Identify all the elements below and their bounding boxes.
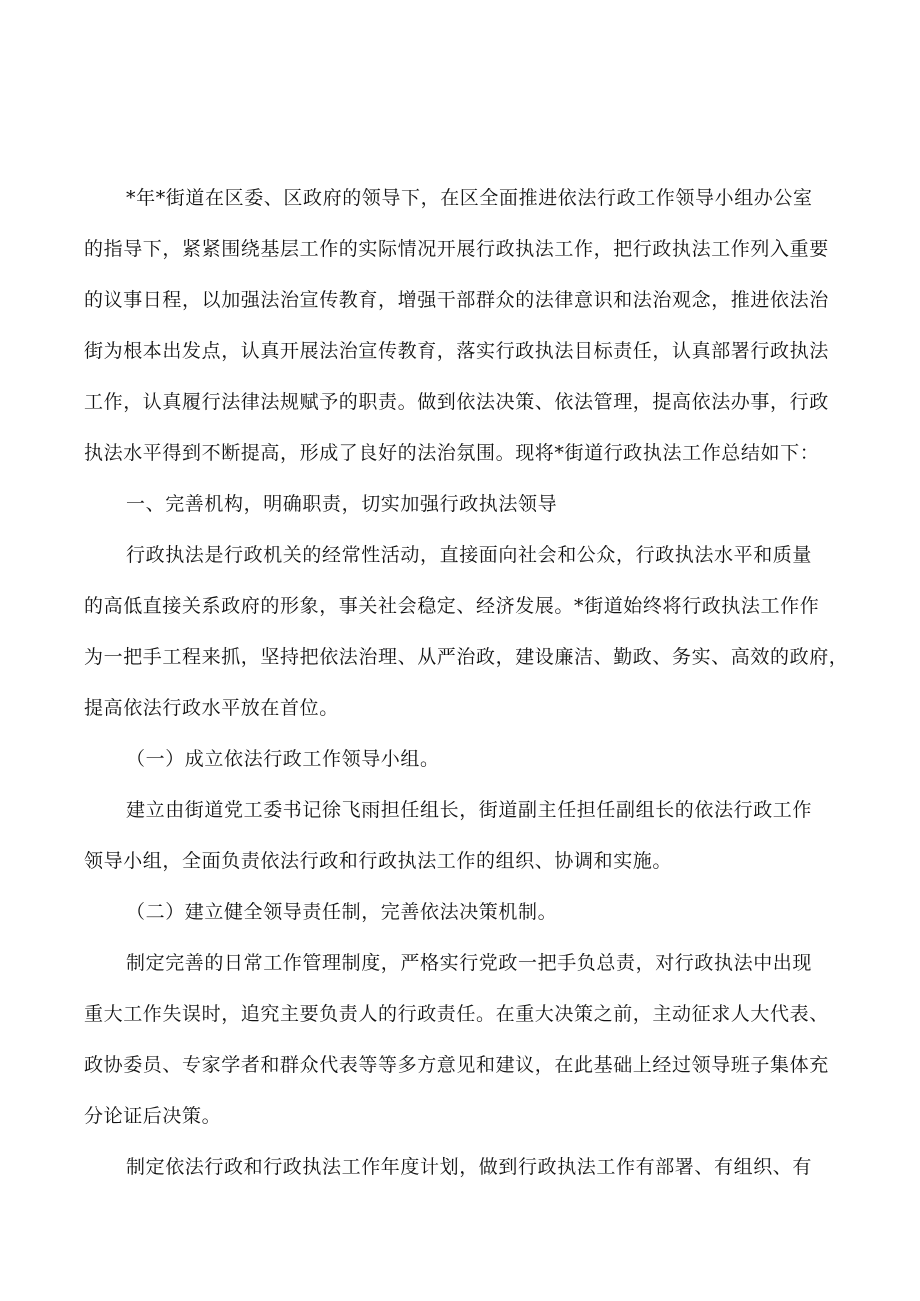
body-line: 工作，认真履行法律法规赋予的职责。做到依法决策、依法管理，提高依法办事，行政 [84, 391, 829, 413]
body-line: 的高低直接关系政府的形象，事关社会稳定、经济发展。*街道始终将行政执法工作作 [84, 595, 820, 617]
body-line: 政协委员、专家学者和群众代表等等多方意见和建议，在此基础上经过领导班子集体充 [84, 1054, 829, 1076]
body-line: 的指导下，紧紧围绕基层工作的实际情况开展行政执法工作，把行政执法工作列入重要 [84, 238, 829, 260]
subsection-heading: （二）建立健全领导责任制，完善依法决策机制。 [126, 901, 558, 923]
body-line: 分论证后决策。 [84, 1105, 222, 1127]
section-heading: 一、完善机构，明确职责，切实加强行政执法领导 [126, 493, 558, 515]
body-line: 建立由街道党工委书记徐飞雨担任组长，街道副主任担任副组长的依法行政工作 [126, 799, 813, 821]
body-line: 领导小组，全面负责依法行政和行政执法工作的组织、协调和实施。 [84, 850, 673, 872]
body-line: 重大工作失误时，追究主要负责人的行政责任。在重大决策之前，主动征求人大代表、 [84, 1003, 829, 1025]
body-line: 的议事日程，以加强法治宣传教育，增强干部群众的法律意识和法治观念，推进依法治 [84, 289, 829, 311]
subsection-heading: （一）成立依法行政工作领导小组。 [126, 748, 440, 770]
body-line: 执法水平得到不断提高，形成了良好的法治氛围。现将*街道行政执法工作总结如下： [84, 442, 820, 464]
body-line: 制定依法行政和行政执法工作年度计划，做到行政执法工作有部署、有组织、有 [126, 1156, 813, 1178]
body-line: 制定完善的日常工作管理制度，严格实行党政一把手负总责，对行政执法中出现 [126, 952, 813, 974]
body-line: *年*街道在区委、区政府的领导下，在区全面推进依法行政工作领导小组办公室 [126, 187, 813, 209]
body-line: 为一把手工程来抓，坚持把依法治理、从严治政，建设廉洁、勤政、务实、高效的政府， [84, 646, 849, 668]
body-line: 行政执法是行政机关的经常性活动，直接面向社会和公众，行政执法水平和质量 [126, 544, 813, 566]
body-line: 提高依法行政水平放在首位。 [84, 697, 339, 719]
body-line: 街为根本出发点，认真开展法治宣传教育，落实行政执法目标责任，认真部署行政执法 [84, 340, 829, 362]
